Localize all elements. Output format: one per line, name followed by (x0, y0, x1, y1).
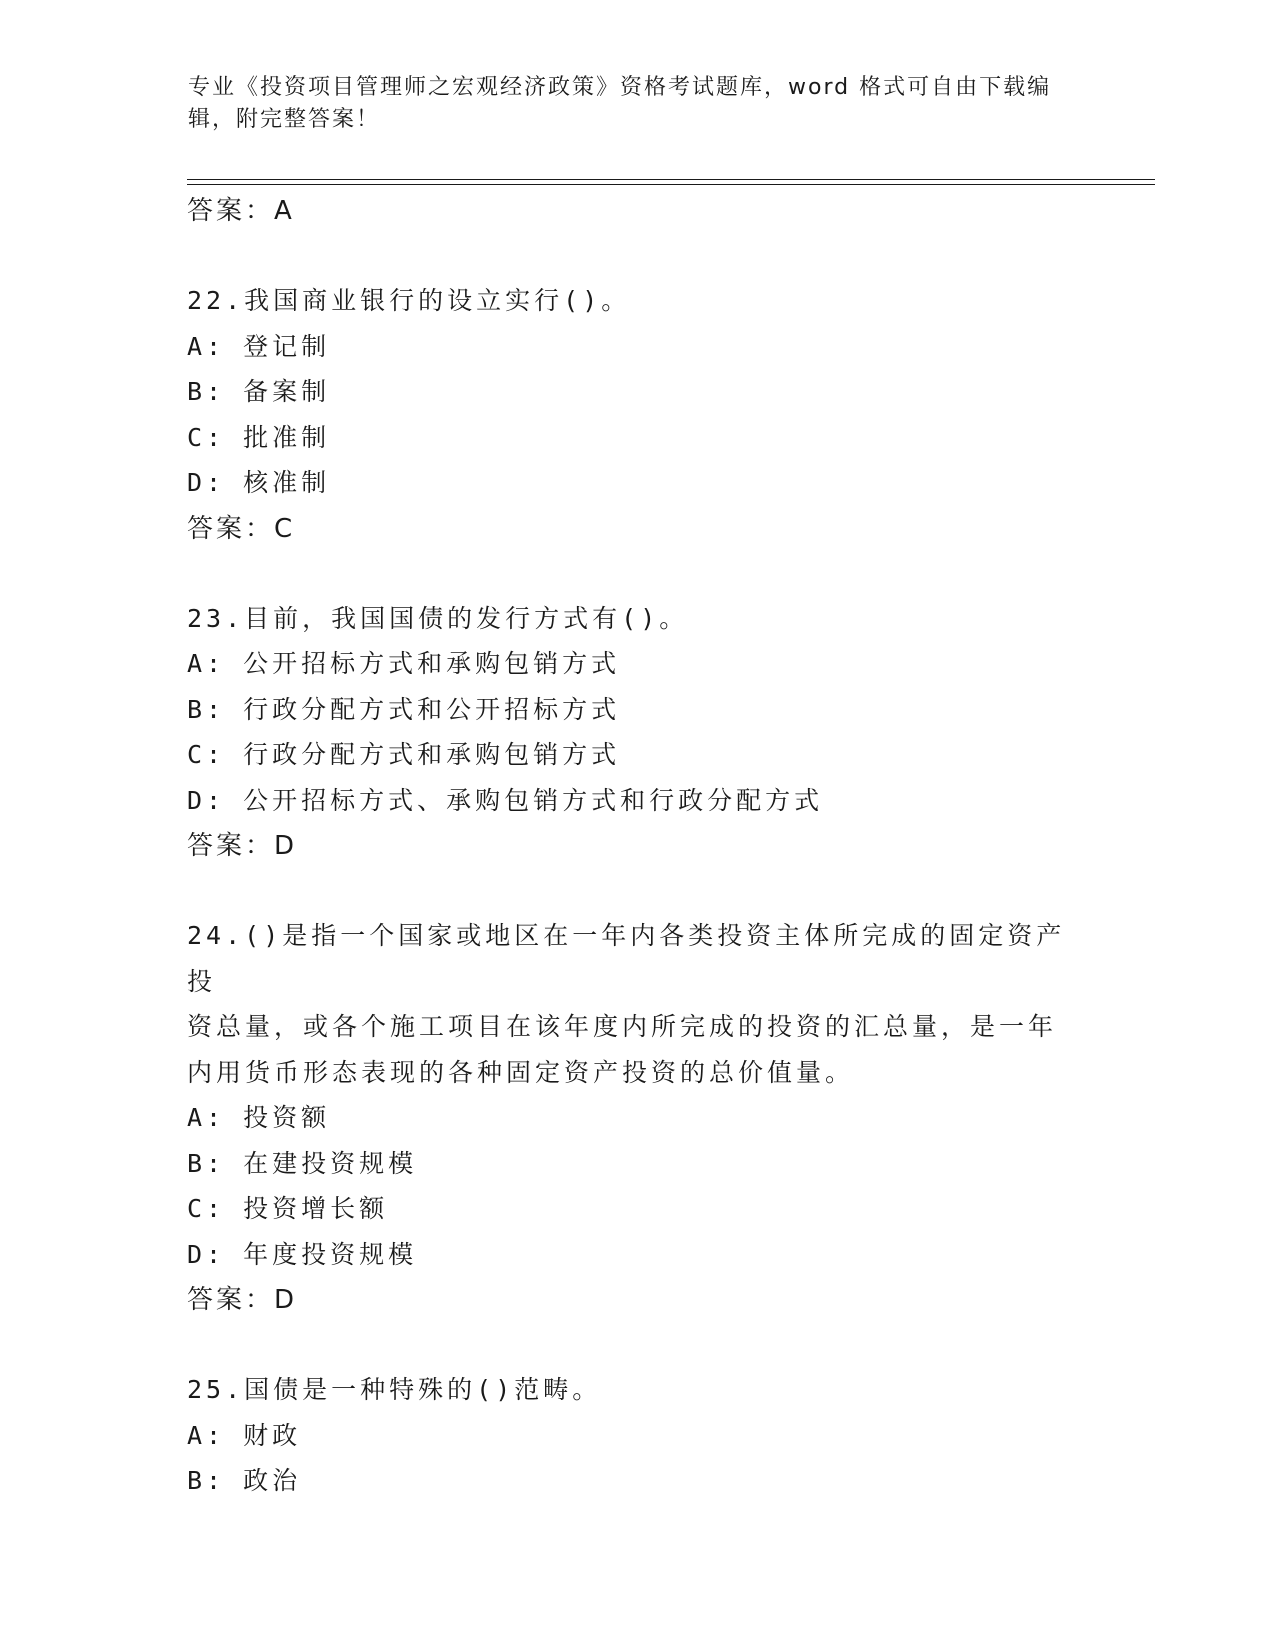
question-block (187, 913, 1087, 1323)
answer-line (187, 188, 1087, 234)
option-b (187, 1458, 1087, 1504)
option-d (187, 1232, 1087, 1278)
option-key: A: (187, 649, 226, 678)
option-key: B: (187, 694, 226, 724)
answer-value: D (274, 831, 296, 861)
option-b (187, 369, 1087, 415)
option-text: 在建投资规模 (243, 1148, 418, 1178)
option-text: 公开招标方式、承购包销方式和行政分配方式 (243, 785, 824, 815)
option-a (187, 324, 1087, 370)
question-list (187, 188, 1087, 1504)
header-line-1: 专业《投资项目管理师之宏观经济政策》资格考试题库，word 格式可自由下载编 (188, 75, 1052, 100)
page-header (188, 72, 1068, 136)
option-key: D: (187, 468, 226, 497)
answer-label: 答案： (187, 1285, 275, 1315)
answer-line (187, 823, 1087, 869)
option-key: B: (187, 1466, 226, 1495)
answer-label: 答案： (187, 513, 275, 544)
option-key: A: (187, 1103, 226, 1132)
option-text: 行政分配方式和承购包销方式 (243, 740, 621, 769)
answer-label: 答案： (187, 831, 275, 861)
question-block (187, 278, 1087, 552)
option-b (187, 687, 1087, 733)
option-key: A: (187, 1420, 226, 1450)
option-text: 登记制 (243, 331, 331, 361)
option-b (187, 1141, 1087, 1187)
option-text: 投资增长额 (243, 1194, 389, 1223)
option-a (187, 1413, 1087, 1459)
option-key: A: (187, 331, 226, 361)
option-text: 批准制 (243, 422, 331, 452)
option-c (187, 415, 1087, 461)
option-key: C: (187, 740, 226, 769)
answer-line (187, 1277, 1087, 1323)
option-d (187, 778, 1087, 824)
option-key: B: (187, 377, 226, 406)
option-text: 行政分配方式和公开招标方式 (243, 694, 621, 724)
question-text-line-3: 内用货币形态表现的各种固定资产投资的总价值量。 (187, 1057, 855, 1087)
option-key: C: (187, 1194, 226, 1223)
option-text: 财政 (243, 1420, 302, 1450)
answer-label: 答案： (187, 196, 275, 226)
question-text: 23.目前，我国国债的发行方式有()。 (187, 603, 689, 633)
answer-value: D (274, 1285, 296, 1315)
header-rule-top (187, 179, 1155, 180)
option-key: C: (187, 422, 226, 452)
option-key: D: (187, 785, 226, 815)
header-line-2: 辑，附完整答案！ (188, 107, 381, 132)
question-text: 25.国债是一种特殊的()范畴。 (187, 1375, 602, 1404)
answer-value: C (274, 513, 294, 544)
question-text: 22.我国商业银行的设立实行()。 (187, 286, 631, 315)
option-text: 核准制 (243, 468, 331, 497)
option-text: 公开招标方式和承购包销方式 (243, 649, 621, 678)
question-text-line-1: 24.()是指一个国家或地区在一年内各类投资主体所完成的固定资产投 (187, 921, 1066, 996)
answer-line (187, 506, 1087, 552)
option-d (187, 460, 1087, 506)
option-text: 年度投资规模 (243, 1239, 418, 1269)
question-block (187, 1367, 1087, 1504)
option-key: D: (187, 1239, 226, 1269)
question-text-line-2: 资总量，或各个施工项目在该年度内所完成的投资的汇总量，是一年 (187, 1012, 1058, 1041)
option-a (187, 641, 1087, 687)
option-key: B: (187, 1148, 226, 1178)
option-c (187, 732, 1087, 778)
option-text: 投资额 (243, 1103, 331, 1132)
option-a (187, 1095, 1087, 1141)
option-c (187, 1186, 1087, 1232)
question-block (187, 596, 1087, 870)
answer-value: A (274, 196, 293, 226)
option-text: 政治 (243, 1466, 302, 1495)
header-rule-bottom (187, 184, 1155, 185)
option-text: 备案制 (243, 377, 331, 406)
